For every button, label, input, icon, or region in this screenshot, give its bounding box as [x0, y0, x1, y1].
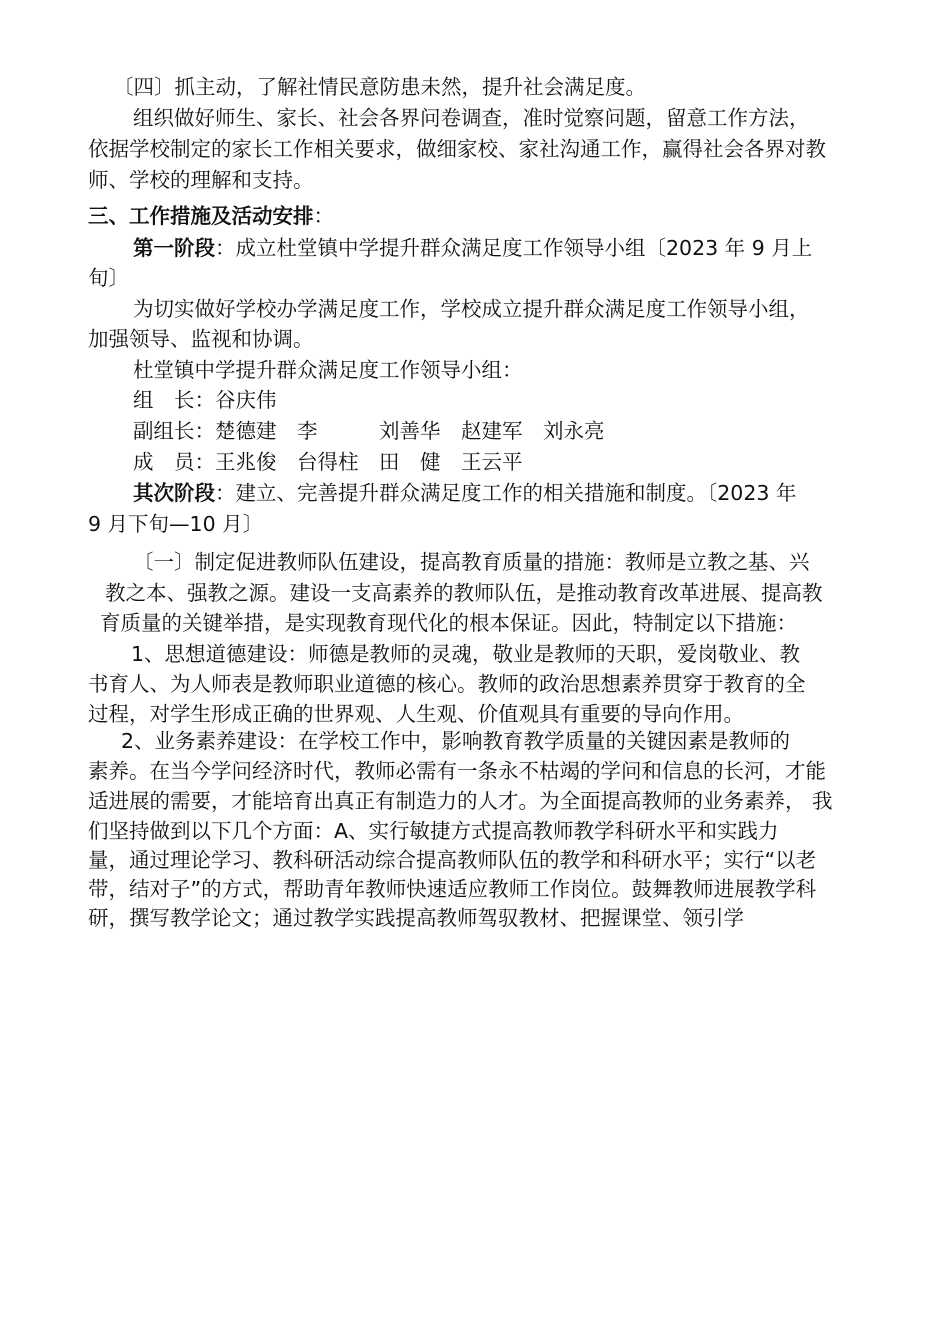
item2-line: 量，通过理论学习、教科研活动综合提高教师队伍的教学和科研水平；实行“以老 — [88, 848, 817, 872]
stage2-line — [133, 478, 796, 508]
stage2-text-cont: 9 月下旬—10 月〕 — [88, 512, 264, 536]
measure1-line: 教之本、强教之源。建设一支高素养的教师队伍，是推动教育改革进展、提高教 — [105, 581, 823, 605]
body-line: 加强领导、监视和协调。 — [88, 327, 314, 351]
measure1-line: 〔一〕制定促进教师队伍建设，提高教育质量的措施：教师是立教之基、兴 — [133, 550, 810, 574]
item1-line: 过程，对学生形成正确的世界观、人生观、价值观具有重要的导向作用。 — [88, 702, 744, 726]
body-line: 组织做好师生、家长、社会各界问卷调查，准时觉察问题，留意工作方法， — [133, 106, 810, 130]
body-line: 为切实做好学校办学满足度工作，学校成立提升群众满足度工作领导小组， — [133, 297, 810, 321]
part3-heading-line — [88, 201, 334, 231]
item2-line: 研，撰写教学论文；通过教学实践提高教师驾驭教材、把握课堂、领引学 — [88, 906, 744, 930]
stage1-line — [133, 233, 812, 263]
group-members: 成 员：王兆俊 台得柱 田 健 王云平 — [133, 450, 523, 474]
group-leader: 组 长：谷庆伟 — [133, 388, 277, 412]
part3-colon: ： — [313, 204, 334, 228]
item2-line: 们坚持做到以下几个方面：A、实行敏捷方式提高教师教学科研水平和实践力 — [88, 819, 779, 843]
measure1-line: 育质量的关键举措，是实现教育现代化的根本保证。因此，特制定以下措施： — [100, 611, 797, 635]
item2-line: 带，结对子”的方式，帮助青年教师快速适应教师工作岗位。鼓舞教师进展教学科 — [88, 877, 817, 901]
stage2-label: 其次阶段 — [133, 481, 215, 505]
group-deputies: 副组长：楚德建 李 刘善华 赵建军 刘永亮 — [133, 419, 605, 443]
item1-line: 书育人、为人师表是教师职业道德的核心。教师的政治思想素养贯穿于教育的全 — [88, 672, 806, 696]
section4-heading: 〔四〕抓主动，了解社情民意防患未然，提升社会满足度。 — [113, 75, 646, 99]
item2-line: 素养。在当今学问经济时代，教师必需有一条永不枯竭的学问和信息的长河，才能 — [88, 759, 826, 783]
group-title: 杜堂镇中学提升群众满足度工作领导小组： — [133, 358, 523, 382]
stage1-text: ：成立杜堂镇中学提升群众满足度工作领导小组〔2023 年 9 月上 — [215, 236, 813, 260]
stage2-text: ：建立、完善提升群众满足度工作的相关措施和制度。〔2023 年 — [215, 481, 797, 505]
body-line: 师、学校的理解和支持。 — [88, 168, 314, 192]
stage1-text-cont: 旬〕 — [88, 266, 129, 290]
item1-line: 1、思想道德建设：师德是教师的灵魂，敬业是教师的天职，爱岗敬业、教 — [131, 642, 801, 666]
item2-line: 2、业务素养建设：在学校工作中，影响教育教学质量的关键因素是教师的 — [121, 729, 791, 753]
item2-line: 适进展的需要，才能培育出真正有制造力的人才。为全面提高教师的业务素养， 我 — [88, 789, 833, 813]
body-line: 依据学校制定的家长工作相关要求，做细家校、家社沟通工作，赢得社会各界对教 — [88, 137, 826, 161]
part3-heading: 三、工作措施及活动安排 — [88, 204, 314, 228]
stage1-label: 第一阶段 — [133, 236, 215, 260]
